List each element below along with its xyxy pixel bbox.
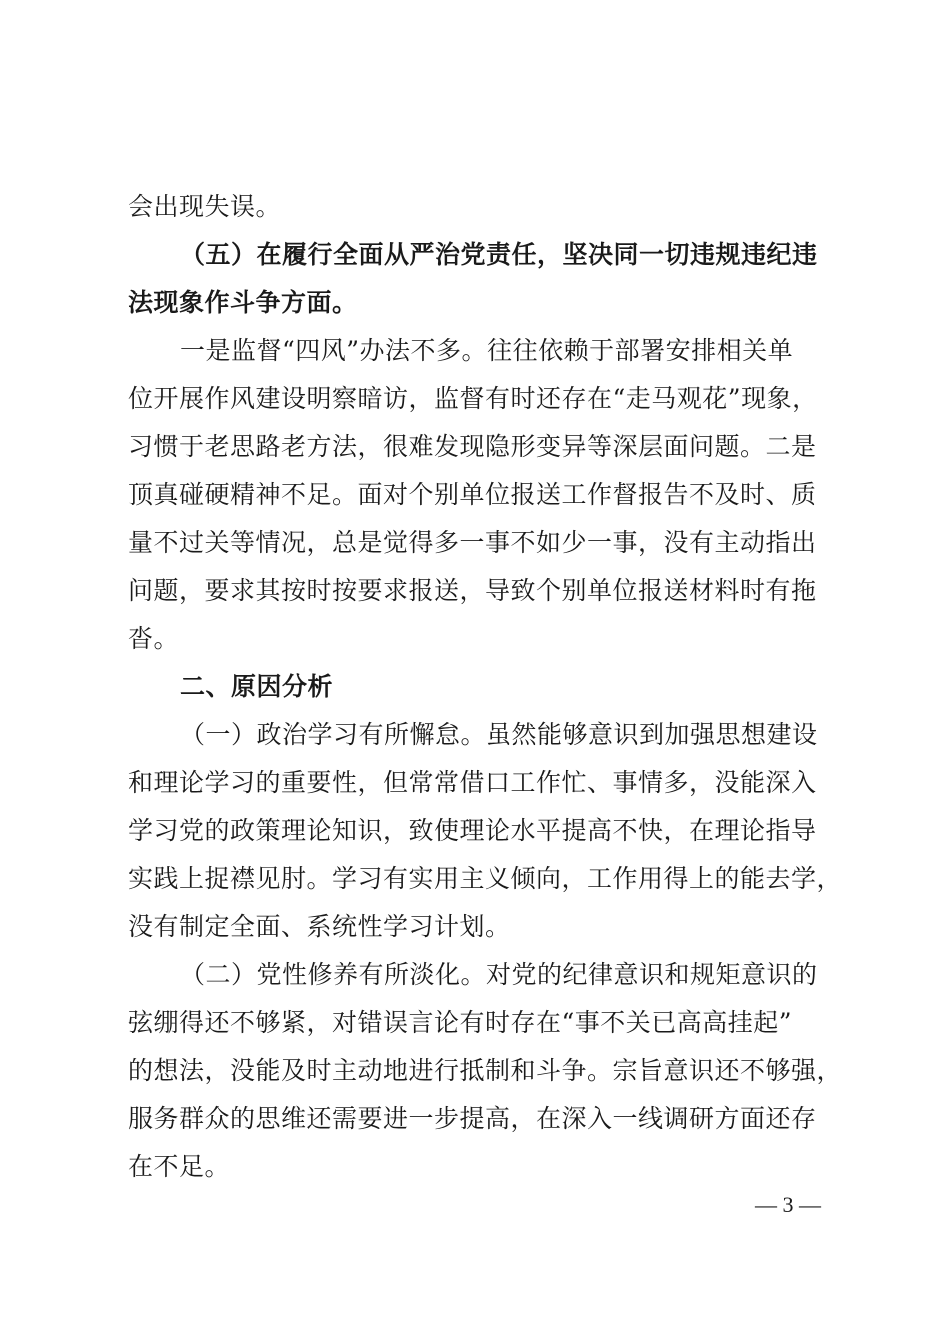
subsection-heading-5-cont: 法现象作斗争方面。 [128, 288, 358, 317]
body-line: 顶真碰硬精神不足。面对个别单位报送工作督报告不及时、质 [128, 480, 817, 509]
body-line: 学习党的政策理论知识，致使理论水平提高不快，在理论指导 [128, 816, 817, 845]
body-line: 沓。 [128, 624, 180, 653]
body-line: 弦绷得还不够紧，对错误言论有时存在“事不关已高高挂起” [128, 1008, 793, 1037]
subsection-heading-5: （五）在履行全面从严治党责任，坚决同一切违规违纪违 [180, 240, 818, 269]
body-line: 位开展作风建设明察暗访，监督有时还存在“走马观花”现象， [128, 384, 818, 413]
body-line: （一）政治学习有所懈怠。虽然能够意识到加强思想建设 [180, 720, 818, 749]
body-line: 量不过关等情况，总是觉得多一事不如少一事，没有主动指出 [128, 528, 817, 557]
body-line: （二）党性修养有所淡化。对党的纪律意识和规矩意识的 [180, 960, 818, 989]
body-line: 没有制定全面、系统性学习计划。 [128, 912, 511, 941]
section-heading-2: 二、原因分析 [180, 672, 334, 701]
body-line: 会出现失误。 [128, 192, 282, 221]
body-line: 习惯于老思路老方法，很难发现隐形变异等深层面问题。二是 [128, 432, 817, 461]
body-line: 实践上捉襟见肘。学习有实用主义倾向，工作用得上的能去学， [128, 864, 843, 893]
page-number: — 3 — [755, 1192, 821, 1217]
body-line: 在不足。 [128, 1152, 231, 1181]
body-line: 问题，要求其按时按要求报送，导致个别单位报送材料时有拖 [128, 576, 817, 605]
body-line: 服务群众的思维还需要进一步提高，在深入一线调研方面还存 [128, 1104, 817, 1133]
body-line: 一是监督“四风”办法不多。往往依赖于部署安排相关单 [180, 336, 794, 365]
body-line: 的想法，没能及时主动地进行抵制和斗争。宗旨意识还不够强， [128, 1056, 843, 1085]
body-line: 和理论学习的重要性，但常常借口工作忙、事情多，没能深入 [128, 768, 817, 797]
